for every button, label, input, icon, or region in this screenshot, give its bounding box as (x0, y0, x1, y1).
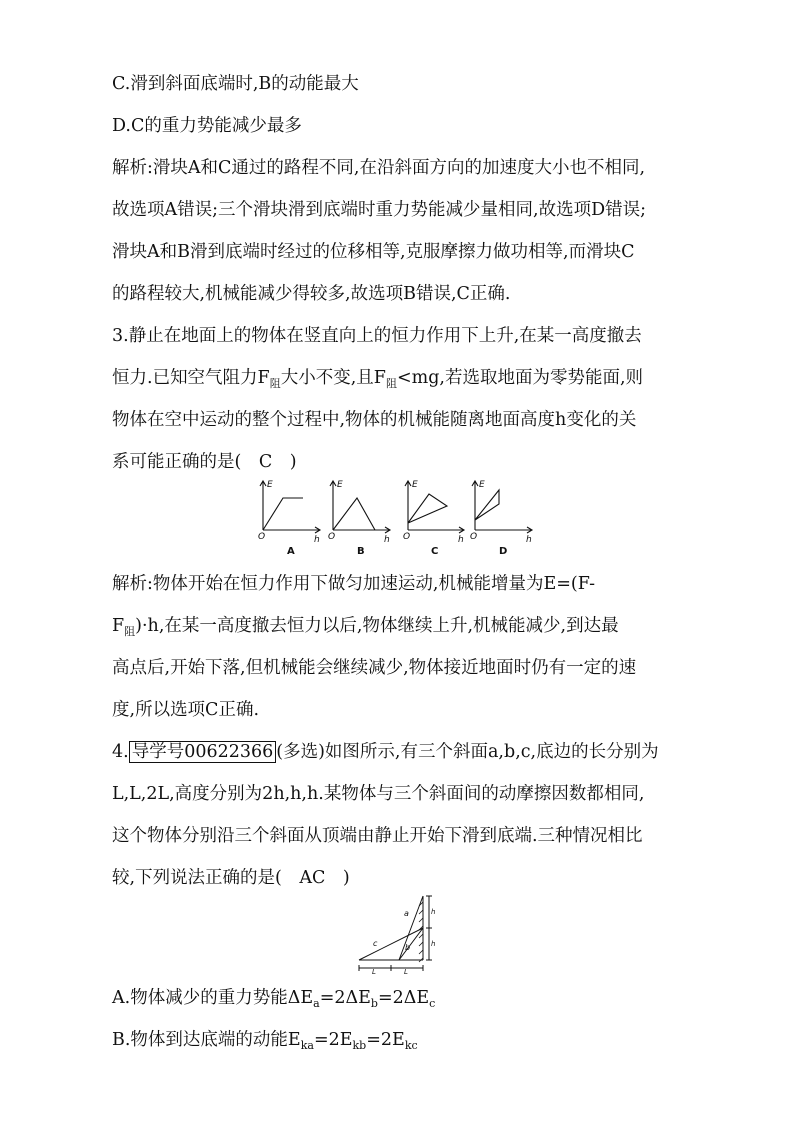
question-4-line: L,L,2L,高度分别为2h,h,h.某物体与三个斜面间的动摩擦因数都相同, (112, 784, 645, 804)
text-run: 恒力.已知空气阻力F (112, 368, 270, 388)
incline-label-c: c (373, 939, 378, 948)
axis-label-h: h (314, 535, 320, 545)
axis-label-e: E (267, 480, 273, 490)
subscript: a (313, 997, 320, 1010)
graph-option-label: C (431, 546, 439, 557)
option-c-text: C.滑到斜面底端时,B的动能最大 (112, 74, 359, 94)
base-label: L (372, 968, 376, 974)
subscript: kc (404, 1039, 418, 1052)
energy-height-graphs (253, 478, 543, 558)
analysis-line: 故选项A错误;三个滑块滑到底端时重力势能减少量相同,故选项D错误; (112, 200, 647, 220)
origin-label: O (470, 532, 478, 542)
subscript: kb (352, 1039, 367, 1052)
axis-label-e: E (337, 480, 343, 490)
analysis-3-line (112, 614, 619, 638)
analysis-line: 的路程较大,机械能减少得较多,故选项B错误,C正确. (112, 284, 511, 304)
height-label: h (431, 908, 435, 916)
text-run: 大小不变,且F (280, 368, 386, 388)
subscript: 阻 (124, 625, 136, 638)
incline-b (399, 928, 423, 960)
subscript: b (370, 997, 378, 1010)
question-number: 4. (112, 742, 129, 762)
question-4-line (112, 740, 659, 764)
axis-label-h: h (526, 535, 532, 545)
subscript: ka (300, 1039, 314, 1052)
origin-label: O (403, 532, 411, 542)
text-run: =2E (366, 1030, 405, 1050)
text-run: <mg,若选取地面为零势能面,则 (396, 368, 644, 388)
option-a-text (112, 986, 435, 1010)
question-4-line: 这个物体分别沿三个斜面从顶端由静止开始下滑到底端.三种情况相比 (112, 826, 643, 846)
text-run: A.物体减少的重力势能ΔE (112, 988, 314, 1008)
subscript: 阻 (385, 377, 397, 390)
height-label: h (431, 940, 435, 948)
axis-label-h: h (384, 535, 390, 545)
question-3-line (112, 366, 643, 390)
analysis-3-line: 解析:物体开始在恒力作用下做匀加速运动,机械能增量为E=(F- (112, 574, 595, 594)
question-4-line: 较,下列说法正确的是( AC ) (112, 868, 350, 888)
text-run: (多选)如图所示,有三个斜面a,b,c,底边的长分别为 (276, 742, 659, 762)
analysis-3-line: 度,所以选项C正确. (112, 700, 260, 720)
base-label: L (404, 968, 408, 974)
incline-label-b: b (405, 943, 411, 952)
graph-option-label: D (499, 546, 508, 557)
analysis-line: 解析:滑块A和C通过的路程不同,在沿斜面方向的加速度大小也不相同, (112, 158, 646, 178)
incline-label-a: a (404, 909, 409, 918)
text-run: F (112, 616, 125, 636)
text-run: =2ΔE (377, 988, 430, 1008)
axis-label-e: E (479, 480, 485, 490)
text-run: )·h,在某一高度撤去恒力以后,物体继续上升,机械能减少,到达最 (135, 616, 619, 636)
incline-diagram (355, 892, 435, 974)
axis-label-e: E (412, 480, 418, 490)
question-3-line: 系可能正确的是( C ) (112, 452, 297, 472)
graph-option-label: A (287, 546, 295, 557)
analysis-line: 滑块A和B滑到底端时经过的位移相等,克服摩擦力做功相等,而滑块C (112, 242, 635, 262)
option-b-text (112, 1028, 418, 1052)
text-run: =2ΔE (319, 988, 371, 1008)
text-run: =2E (313, 1030, 353, 1050)
subscript: c (429, 997, 436, 1010)
text-run: B.物体到达底端的动能E (112, 1030, 301, 1050)
question-3-line: 3.静止在地面上的物体在竖直向上的恒力作用下上升,在某一高度撤去 (112, 326, 642, 346)
option-d-text: D.C的重力势能减少最多 (112, 116, 302, 136)
analysis-3-line: 高点后,开始下落,但机械能会继续减少,物体接近地面时仍有一定的速 (112, 658, 637, 678)
origin-label: O (258, 532, 266, 542)
question-3-line: 物体在空中运动的整个过程中,物体的机械能随离地面高度h变化的关 (112, 410, 637, 430)
subscript: 阻 (269, 377, 281, 390)
origin-label: O (328, 532, 336, 542)
graph-option-label: B (357, 546, 365, 557)
incline-c (359, 928, 423, 960)
reference-number-box: 导学号00622366 (129, 741, 277, 763)
axis-label-h: h (458, 535, 464, 545)
